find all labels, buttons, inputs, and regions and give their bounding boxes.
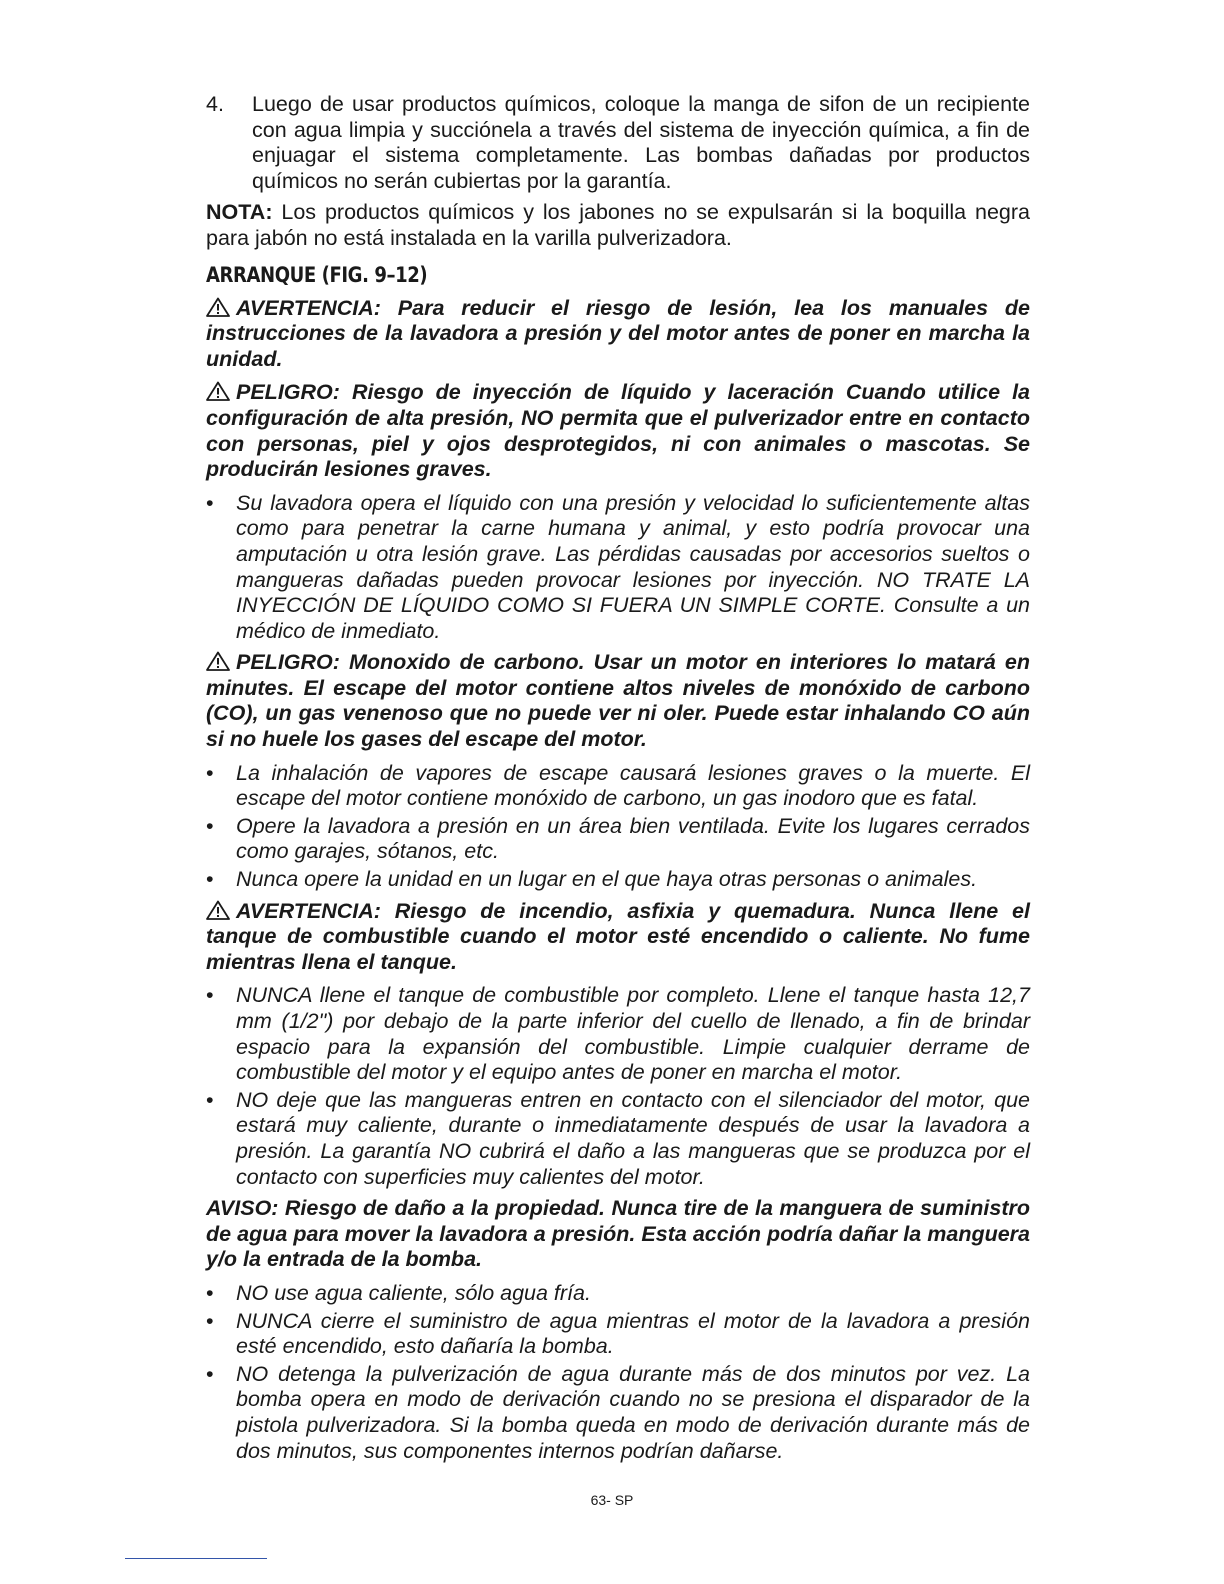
bullet-icon: • [206, 1308, 214, 1333]
warning-block [206, 296, 1030, 373]
note-text: Los productos químicos y los jabones no se expulsarán si la boquilla negra para jabón no está instalada en la varilla pulverizadora. [206, 200, 1030, 250]
warning-triangle-icon [206, 900, 230, 920]
bullet-icon: • [206, 490, 214, 515]
danger-text: PELIGRO: Monoxido de carbono. Usar un motor en interiores lo matará en minutes. El escape del motor contiene altos niveles de monóxido de carbono (CO), un gas venenoso que no puede ver ni oler. Puede estar inhalando CO aún si no huele los gases del escape del motor. [206, 650, 1030, 752]
page-number: 63- SP [590, 1492, 634, 1508]
warning-triangle-icon [206, 651, 230, 671]
note-paragraph [206, 200, 1030, 251]
list-item: • Opere la lavadora a presión en un área bien ventilada. Evite los lugares cerrados como garajes, sótanos, etc. [206, 813, 1030, 864]
bullet-icon: • [206, 1361, 214, 1386]
bullet-icon: • [206, 983, 214, 1008]
warning-triangle-icon [206, 297, 230, 317]
bullet-list [206, 1281, 1030, 1464]
page-content [206, 92, 1030, 1470]
list-item: • NO use agua caliente, sólo agua fría. [206, 1280, 591, 1305]
list-item: • Nunca opere la unidad en un lugar en el que haya otras personas o animales. [206, 867, 978, 892]
warning-text: AVERTENCIA: Para reducir el riesgo de lesión, lea los manuales de instrucciones de la lavadora a presión y del motor antes de poner en marcha la unidad. [206, 295, 1030, 371]
warning-text: AVERTENCIA: Riesgo de incendio, asfixia y quemadura. Nunca llene el tanque de combustible cuando el motor esté encendido o caliente. No fume mientras llena el tanque. [206, 898, 1030, 974]
notice-paragraph [206, 1196, 1030, 1273]
notice-label: AVISO: [206, 1196, 279, 1221]
bullet-list [206, 491, 1030, 645]
bullet-list [206, 983, 1030, 1190]
danger-block [206, 650, 1030, 752]
section-heading: ARRANQUE (FIG. 9–12) [206, 262, 428, 287]
footnote-divider [125, 1558, 267, 1559]
list-item: • NUNCA cierre el suministro de agua mientras el motor de la lavadora a presión esté encendido, esto dañaría la bomba. [206, 1308, 1030, 1359]
danger-block [206, 380, 1030, 482]
notice-text: Riesgo de daño a la propiedad. Nunca tire de la manguera de suministro de agua para mover la lavadora a presión. Esta acción podría dañar la manguera y/o la entrada de la bomba. [206, 1196, 1030, 1272]
bullet-icon: • [206, 760, 214, 785]
bullet-icon: • [206, 1087, 214, 1112]
bullet-list [206, 761, 1030, 893]
bullet-icon: • [206, 1280, 214, 1305]
list-item: • NO detenga la pulverización de agua durante más de dos minutos por vez. La bomba opera en modo de derivación cuando no se presiona el disparador de la pistola pulverizadora. Si la bomba queda en modo de derivación durante más de dos minutos, sus componentes internos podrían dañarse. [206, 1361, 1030, 1463]
list-item: • Su lavadora opera el líquido con una presión y velocidad lo suficientemente altas como para penetrar la carne humana y animal, y esto podría provocar una amputación u otra lesión grave. Las pérdidas causadas por accesorios sueltos o mangueras dañadas pueden provocar lesiones por inyección. NO TRATE LA INYECCIÓN DE LÍQUIDO COMO SI FUERA UN SIMPLE CORTE. Consulte a un médico de inmediato. [206, 490, 1030, 643]
list-item: • NO deje que las mangueras entren en contacto con el silenciador del motor, que estará muy caliente, durante o inmediatamente después de usar la lavadora a presión. La garantía NO cubrirá el daño a las mangueras que se produzca por el contacto con superficies muy calientes del motor. [206, 1087, 1030, 1189]
item-text: Luego de usar productos químicos, coloque la manga de sifon de un recipiente con agua limpia y succiónela a través del sistema de inyección química, a fin de enjuagar el sistema completamente. Las bombas dañadas por productos químicos no serán cubiertas por la garantía. [252, 92, 1030, 193]
list-item: • La inhalación de vapores de escape causará lesiones graves o la muerte. El escape del motor contiene monóxido de carbono, un gas inodoro que es fatal. [206, 760, 1030, 811]
danger-text: PELIGRO: Riesgo de inyección de líquido y laceración Cuando utilice la configuración de alta presión, NO permita que el pulverizador entre en contacto con personas, piel y ojos desprotegidos, ni con animales o mascotas. Se producirán lesiones graves. [206, 380, 1030, 482]
bullet-icon: • [206, 813, 214, 838]
note-label: NOTA: [206, 200, 273, 225]
list-item: • NUNCA llene el tanque de combustible por completo. Llene el tanque hasta 12,7 mm (1/2") por debajo de la parte inferior del cuello de llenado, a fin de brindar espacio para la expansión del combustible. Limpie cualquier derrame de combustible del motor y el equipo antes de poner en marcha el motor. [206, 983, 1030, 1085]
bullet-icon: • [206, 867, 214, 892]
warning-triangle-icon [206, 381, 230, 401]
warning-block [206, 899, 1030, 976]
item-number: 4. [206, 92, 224, 116]
numbered-item-4 [206, 92, 1030, 194]
